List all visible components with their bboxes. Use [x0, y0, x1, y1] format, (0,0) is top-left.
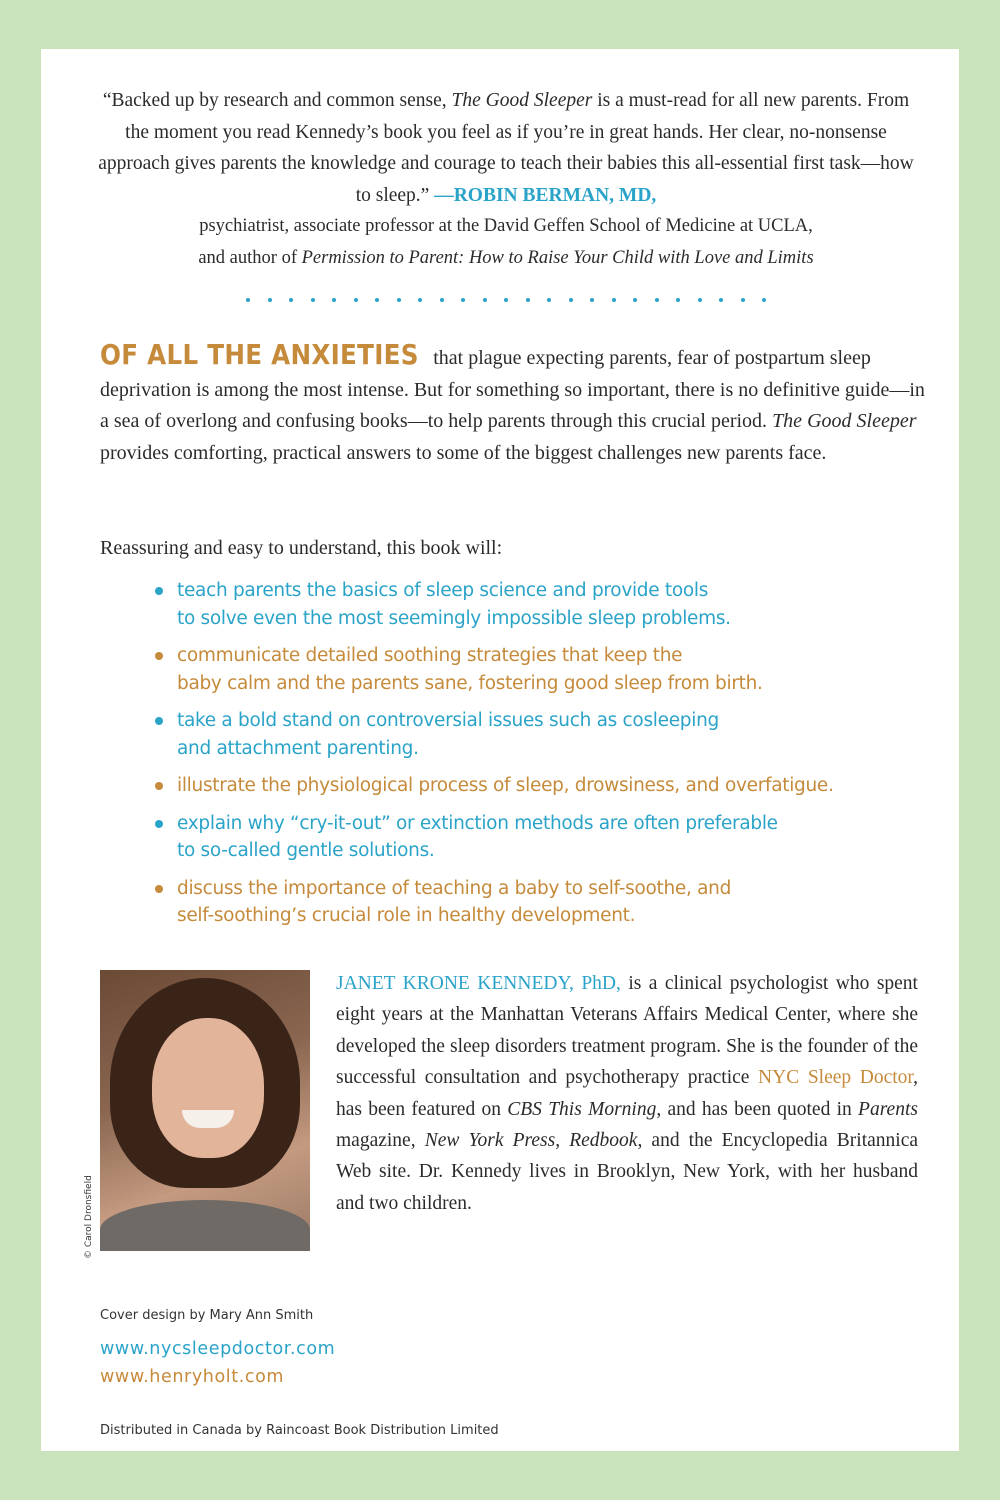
bio-magazine: Parents: [858, 1098, 918, 1120]
list-item-line: communicate detailed soothing strategies that keep the: [177, 645, 683, 666]
endorsement-quote: [96, 85, 916, 274]
author-book-title: Permission to Parent: How to Raise Your Child with Love and Limits: [301, 247, 814, 268]
bio-text: , and the Encyclopedia Britannica Web site. Dr. Kennedy lives in Brooklyn, New York, with her husband and two children.: [336, 1130, 919, 1214]
list-item-line: take a bold stand on controversial issues such as cosleeping: [177, 710, 719, 731]
author-bio: [336, 968, 918, 1219]
list-item: [155, 642, 915, 697]
list-item-line: and attachment parenting.: [177, 737, 419, 759]
bullet-icon: [155, 717, 163, 725]
list-item-line: teach parents the basics of sleep science and provide tools: [177, 580, 709, 601]
quote-text: “Backed up by research and common sense,: [102, 90, 452, 111]
bullet-icon: [155, 782, 163, 790]
bullet-icon: [155, 885, 163, 893]
quote-attribution: —ROBIN BERMAN, MD,: [434, 184, 657, 206]
intro-text-cont: provides comforting, practical answers to some of the biggest challenges new parents face.: [100, 441, 827, 464]
list-item-line: self-soothing’s crucial role in healthy development.: [177, 905, 636, 926]
bullet-intro: Reassuring and easy to understand, this book will:: [100, 537, 503, 559]
list-item: [155, 875, 915, 930]
website-link[interactable]: www.nycsleepdoctor.com: [100, 1339, 336, 1359]
bio-press: New York Press: [424, 1130, 556, 1152]
bio-text: , and has been quoted in: [656, 1098, 859, 1120]
bio-text: , has been featured on: [336, 1067, 918, 1120]
dotted-divider: [246, 295, 766, 305]
list-item-line: to solve even the most seemingly impossible sleep problems.: [177, 607, 731, 629]
intro-text: that plague expecting parents, fear of postpartum sleep deprivation is among the most intense. But for something so important, there is no definitive guide—in a sea of overlong and confusing books—to help parents through this crucial period.: [100, 347, 925, 432]
bio-text: is a clinical psychologist who spent eight years at the Manhattan Veterans Affairs Medical Center, where she developed the sleep disorders treatment program. She is the founder of the successful consultation and psychotherapy practice: [336, 973, 918, 1089]
photo-credit: © Carol Dronsfield: [84, 1175, 94, 1259]
bio-redbook: Redbook: [569, 1130, 638, 1152]
bullet-icon: [155, 587, 163, 595]
distribution-note: Distributed in Canada by Raincoast Book Distribution Limited: [100, 1423, 499, 1438]
author-name: JANET KRONE KENNEDY, PhD,: [336, 973, 621, 994]
intro-paragraph: [100, 339, 925, 469]
list-item-line: discuss the importance of teaching a baby to self-soothe, and: [177, 877, 732, 899]
author-prefix: and author of: [198, 247, 302, 268]
feature-list: [155, 577, 915, 940]
quote-affiliation: psychiatrist, associate professor at the David Geffen School of Medicine at UCLA,: [199, 216, 813, 236]
quote-author-line: [96, 243, 916, 275]
list-item-line: baby calm and the parents sane, fostering good sleep from birth.: [177, 672, 763, 694]
author-photo: [100, 970, 310, 1251]
list-item-line: explain why “cry-it-out” or extinction methods are often preferable: [177, 812, 778, 834]
publisher-link[interactable]: www.henryholt.com: [100, 1367, 285, 1387]
quote-text-cont: is a must-read for all new parents. From the moment you read Kennedy’s book you feel as if you’re in great hands. Her clear, no-nonsense approach gives parents the knowledge and courage to teach their babies this all-essential first task—how to sleep.”: [98, 90, 914, 206]
bio-text: magazine,: [336, 1130, 425, 1152]
back-cover-panel: [41, 49, 959, 1451]
bullet-icon: [155, 652, 163, 660]
practice-name: NYC Sleep Doctor: [758, 1067, 914, 1089]
list-item-line: to so-called gentle solutions.: [177, 840, 435, 861]
bio-show: CBS This Morning: [507, 1098, 657, 1120]
bio-text: ,: [555, 1130, 570, 1152]
list-item: [155, 772, 915, 800]
list-item: [155, 707, 915, 762]
intro-book-title: The Good Sleeper: [772, 410, 917, 432]
bullet-icon: [155, 820, 163, 828]
list-item-line: illustrate the physiological process of sleep, drowsiness, and overfatigue.: [177, 775, 834, 796]
quote-book-title: The Good Sleeper: [451, 90, 593, 111]
list-item: [155, 577, 915, 632]
cover-design-credit: Cover design by Mary Ann Smith: [100, 1308, 314, 1323]
list-item: [155, 810, 915, 865]
intro-lead: OF ALL THE ANXIETIES: [100, 338, 419, 371]
